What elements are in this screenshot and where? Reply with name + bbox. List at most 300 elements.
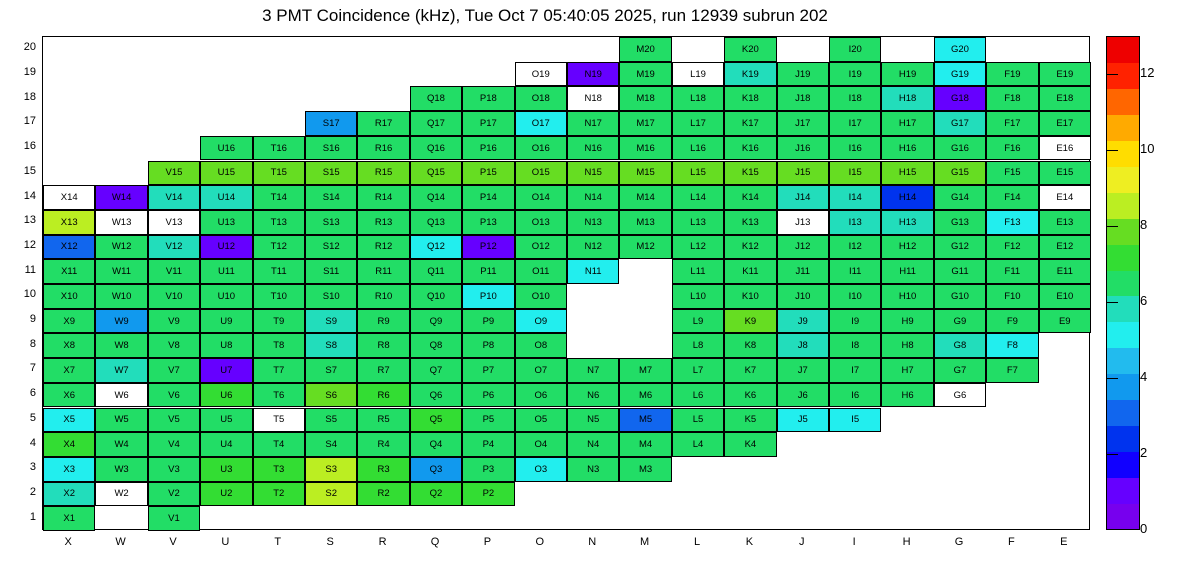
- heatmap-cell: U4: [200, 432, 252, 457]
- heatmap-cell: S3: [305, 457, 357, 482]
- heatmap-cell: E17: [1039, 111, 1091, 136]
- heatmap-cell: L9: [672, 309, 724, 334]
- heatmap-cell: J13: [777, 210, 829, 235]
- heatmap-cell: M4: [619, 432, 671, 457]
- heatmap-cell: K4: [724, 432, 776, 457]
- heatmap-cell: J11: [777, 259, 829, 284]
- heatmap-cell: W10: [95, 284, 147, 309]
- heatmap-cell: O15: [515, 161, 567, 186]
- x-axis-tick-label: O: [535, 536, 545, 548]
- heatmap-cell: J19: [777, 62, 829, 87]
- heatmap-cell: E14: [1039, 185, 1091, 210]
- heatmap-cell: X11: [43, 259, 95, 284]
- heatmap-cell: V11: [148, 259, 200, 284]
- heatmap-cell: L12: [672, 235, 724, 260]
- heatmap-cell: P9: [462, 309, 514, 334]
- heatmap-cell: G11: [934, 259, 986, 284]
- heatmap-cell: M13: [619, 210, 671, 235]
- heatmap-cell: S8: [305, 333, 357, 358]
- heatmap-cell: W3: [95, 457, 147, 482]
- heatmap-cell: F14: [986, 185, 1038, 210]
- heatmap-cell: H15: [881, 161, 933, 186]
- heatmap-cell: N5: [567, 408, 619, 433]
- heatmap-cell: N4: [567, 432, 619, 457]
- heatmap-cell: K10: [724, 284, 776, 309]
- heatmap-cell: S7: [305, 358, 357, 383]
- heatmap-cell: J16: [777, 136, 829, 161]
- heatmap-cell: T6: [253, 383, 305, 408]
- colorbar-segment: [1107, 192, 1139, 218]
- colorbar-segment: [1107, 296, 1139, 322]
- heatmap-cell: Q13: [410, 210, 462, 235]
- y-axis-tick-label: 11: [24, 263, 36, 276]
- heatmap-cell: H8: [881, 333, 933, 358]
- heatmap-cell: V6: [148, 383, 200, 408]
- heatmap-cell: N13: [567, 210, 619, 235]
- heatmap-cell: X6: [43, 383, 95, 408]
- heatmap-cell: U10: [200, 284, 252, 309]
- heatmap-cell: L13: [672, 210, 724, 235]
- heatmap-cell: M15: [619, 161, 671, 186]
- heatmap-cell: R8: [357, 333, 409, 358]
- colorbar-tick-label: 12: [1140, 65, 1155, 80]
- heatmap-cell: G13: [934, 210, 986, 235]
- heatmap-cell: P16: [462, 136, 514, 161]
- heatmap-cell: J17: [777, 111, 829, 136]
- heatmap-cell: R2: [357, 482, 409, 507]
- heatmap-cell: T12: [253, 235, 305, 260]
- heatmap-cell: H9: [881, 309, 933, 334]
- heatmap-cell: J12: [777, 235, 829, 260]
- heatmap-cell: M3: [619, 457, 671, 482]
- heatmap-cell: P6: [462, 383, 514, 408]
- y-axis-tick-label: 19: [23, 66, 36, 79]
- colorbar-segment: [1107, 141, 1139, 167]
- heatmap-cell: O9: [515, 309, 567, 334]
- heatmap-cell: N17: [567, 111, 619, 136]
- heatmap-cell: P4: [462, 432, 514, 457]
- colorbar-segment: [1107, 270, 1139, 296]
- heatmap-cell: I13: [829, 210, 881, 235]
- heatmap-cell: O19: [515, 62, 567, 87]
- colorbar-segment: [1107, 425, 1139, 451]
- heatmap-cell: E9: [1039, 309, 1091, 334]
- heatmap-cell: X13: [43, 210, 95, 235]
- heatmap-cell: I10: [829, 284, 881, 309]
- heatmap-cell: O6: [515, 383, 567, 408]
- heatmap-cell: J7: [777, 358, 829, 383]
- heatmap-cell: G14: [934, 185, 986, 210]
- heatmap-cell: X2: [43, 482, 95, 507]
- heatmap-cell: L8: [672, 333, 724, 358]
- heatmap-cell: K12: [724, 235, 776, 260]
- heatmap-cell: R15: [357, 161, 409, 186]
- heatmap-cell: Q8: [410, 333, 462, 358]
- heatmap-cell: Q5: [410, 408, 462, 433]
- x-axis-tick-label: V: [169, 536, 177, 548]
- heatmap-cell: V12: [148, 235, 200, 260]
- colorbar-segment: [1107, 166, 1139, 192]
- colorbar-segment: [1107, 322, 1139, 348]
- y-axis-tick-label: 10: [23, 288, 36, 301]
- y-axis-tick-label: 14: [23, 189, 36, 202]
- x-axis-tick-label: K: [745, 536, 754, 548]
- heatmap-cell: H7: [881, 358, 933, 383]
- heatmap-cell: E13: [1039, 210, 1091, 235]
- heatmap-cell: S9: [305, 309, 357, 334]
- heatmap-cell: G12: [934, 235, 986, 260]
- heatmap-cell: Q17: [410, 111, 462, 136]
- heatmap-cell: J14: [777, 185, 829, 210]
- x-axis-tick-label: E: [1060, 536, 1068, 548]
- heatmap-cell: Q15: [410, 161, 462, 186]
- heatmap-cell: I9: [829, 309, 881, 334]
- heatmap-cell: K7: [724, 358, 776, 383]
- x-axis-tick-label: X: [64, 536, 72, 548]
- colorbar-segment: [1107, 89, 1139, 115]
- heatmap-cell: W2: [95, 482, 147, 507]
- heatmap-cell: Q11: [410, 259, 462, 284]
- heatmap-cell: R3: [357, 457, 409, 482]
- heatmap-cell: P15: [462, 161, 514, 186]
- heatmap-cell: M18: [619, 86, 671, 111]
- colorbar-tick-label: 8: [1140, 217, 1148, 232]
- heatmap-cell: H17: [881, 111, 933, 136]
- heatmap-cell: T15: [253, 161, 305, 186]
- y-axis-tick-label: 20: [23, 41, 36, 54]
- heatmap-cell: W5: [95, 408, 147, 433]
- x-axis-tick-label: L: [693, 536, 701, 548]
- heatmap-cell: V8: [148, 333, 200, 358]
- heatmap-cell: I18: [829, 86, 881, 111]
- heatmap-cell: K11: [724, 259, 776, 284]
- heatmap-cell: Q12: [410, 235, 462, 260]
- heatmap-cell: R10: [357, 284, 409, 309]
- heatmap-cell: P12: [462, 235, 514, 260]
- heatmap-cell: X5: [43, 408, 95, 433]
- heatmap-cell: E10: [1039, 284, 1091, 309]
- heatmap-cell: H13: [881, 210, 933, 235]
- heatmap-cell: E11: [1039, 259, 1091, 284]
- heatmap-cell: T5: [253, 408, 305, 433]
- x-axis-tick-label: U: [221, 536, 230, 548]
- heatmap-cell: G8: [934, 333, 986, 358]
- heatmap-cell: J18: [777, 86, 829, 111]
- heatmap-cell: W6: [95, 383, 147, 408]
- heatmap-cell: Q10: [410, 284, 462, 309]
- heatmap-cell: E19: [1039, 62, 1091, 87]
- heatmap-cell: E18: [1039, 86, 1091, 111]
- heatmap-cell: O3: [515, 457, 567, 482]
- x-axis-tick-label: J: [799, 536, 805, 548]
- heatmap-cell: X4: [43, 432, 95, 457]
- heatmap-cell: T16: [253, 136, 305, 161]
- heatmap-cell: S12: [305, 235, 357, 260]
- heatmap-cell: K5: [724, 408, 776, 433]
- heatmap-cell: H16: [881, 136, 933, 161]
- colorbar-segment: [1107, 348, 1139, 374]
- heatmap-cell: H14: [881, 185, 933, 210]
- heatmap-cell: J9: [777, 309, 829, 334]
- heatmap-cell: J15: [777, 161, 829, 186]
- heatmap-cell: L10: [672, 284, 724, 309]
- heatmap-plot: [42, 36, 1090, 530]
- heatmap-cell: F7: [986, 358, 1038, 383]
- heatmap-cell: L6: [672, 383, 724, 408]
- heatmap-cell: S13: [305, 210, 357, 235]
- colorbar-segment: [1107, 503, 1139, 529]
- heatmap-cell: I16: [829, 136, 881, 161]
- heatmap-cell: F19: [986, 62, 1038, 87]
- y-axis-tick-label: 13: [23, 214, 36, 227]
- heatmap-cell: S5: [305, 408, 357, 433]
- heatmap-cell: X7: [43, 358, 95, 383]
- heatmap-cell: N12: [567, 235, 619, 260]
- heatmap-cell: I20: [829, 37, 881, 62]
- heatmap-cell: S10: [305, 284, 357, 309]
- colorbar-segment: [1107, 477, 1139, 503]
- heatmap-cell: G20: [934, 37, 986, 62]
- heatmap-cell: R9: [357, 309, 409, 334]
- heatmap-cell: J8: [777, 333, 829, 358]
- heatmap-cell: F18: [986, 86, 1038, 111]
- x-axis-tick-label: Q: [430, 536, 440, 548]
- heatmap-cell: H10: [881, 284, 933, 309]
- heatmap-cell: I15: [829, 161, 881, 186]
- y-axis-tick-label: 16: [23, 140, 36, 153]
- heatmap-cell: O14: [515, 185, 567, 210]
- heatmap-cell: O5: [515, 408, 567, 433]
- y-axis-tick-label: 8: [29, 337, 36, 350]
- heatmap-cell: R14: [357, 185, 409, 210]
- heatmap-cell: F8: [986, 333, 1038, 358]
- heatmap-cell: V4: [148, 432, 200, 457]
- heatmap-cell: M16: [619, 136, 671, 161]
- heatmap-cell: K19: [724, 62, 776, 87]
- heatmap-cell: T8: [253, 333, 305, 358]
- heatmap-cell: R6: [357, 383, 409, 408]
- x-axis-tick-label: N: [588, 536, 597, 548]
- y-axis-tick-label: 5: [29, 411, 36, 424]
- heatmap-cell: K16: [724, 136, 776, 161]
- heatmap-cell: M6: [619, 383, 671, 408]
- heatmap-cell: R11: [357, 259, 409, 284]
- heatmap-cell: P2: [462, 482, 514, 507]
- heatmap-cell: K18: [724, 86, 776, 111]
- y-axis-tick-label: 12: [23, 238, 36, 251]
- heatmap-cell: M12: [619, 235, 671, 260]
- heatmap-cell: P3: [462, 457, 514, 482]
- heatmap-cell: F12: [986, 235, 1038, 260]
- heatmap-cell: V9: [148, 309, 200, 334]
- heatmap-cell: Q6: [410, 383, 462, 408]
- colorbar-tick-label: 10: [1140, 141, 1155, 156]
- heatmap-cell: O17: [515, 111, 567, 136]
- colorbar-tick-mark: [1106, 302, 1118, 303]
- heatmap-cell: U8: [200, 333, 252, 358]
- x-axis-tick-label: P: [483, 536, 492, 548]
- heatmap-cell: N15: [567, 161, 619, 186]
- heatmap-cell: L7: [672, 358, 724, 383]
- heatmap-cell: I11: [829, 259, 881, 284]
- x-axis-tick-label: H: [902, 536, 911, 548]
- heatmap-cell: W4: [95, 432, 147, 457]
- heatmap-cell: O7: [515, 358, 567, 383]
- heatmap-cell: L15: [672, 161, 724, 186]
- heatmap-cell: M5: [619, 408, 671, 433]
- heatmap-cell: L14: [672, 185, 724, 210]
- heatmap-cell: O8: [515, 333, 567, 358]
- colorbar-segment: [1107, 451, 1139, 477]
- colorbar-segment: [1107, 400, 1139, 426]
- heatmap-cell: U15: [200, 161, 252, 186]
- heatmap-cell: T2: [253, 482, 305, 507]
- x-axis-tick-label: M: [640, 536, 650, 548]
- heatmap-cell: M7: [619, 358, 671, 383]
- y-axis-tick-label: 17: [23, 115, 36, 128]
- colorbar-tick-label: 0: [1140, 521, 1148, 536]
- heatmap-cell: M20: [619, 37, 671, 62]
- heatmap-cell: V13: [148, 210, 200, 235]
- heatmap-cell: T3: [253, 457, 305, 482]
- heatmap-cell: T9: [253, 309, 305, 334]
- heatmap-cell: S11: [305, 259, 357, 284]
- heatmap-cell: Q7: [410, 358, 462, 383]
- heatmap-cell: X9: [43, 309, 95, 334]
- heatmap-cell: U7: [200, 358, 252, 383]
- heatmap-cell: F11: [986, 259, 1038, 284]
- heatmap-cell: W11: [95, 259, 147, 284]
- x-axis-tick-label: W: [115, 536, 126, 548]
- y-axis-tick-label: 4: [29, 436, 36, 449]
- heatmap-cell: W9: [95, 309, 147, 334]
- heatmap-cell: K13: [724, 210, 776, 235]
- heatmap-cell: V7: [148, 358, 200, 383]
- heatmap-cell: F9: [986, 309, 1038, 334]
- heatmap-cell: R17: [357, 111, 409, 136]
- heatmap-cell: P7: [462, 358, 514, 383]
- heatmap-cell: U2: [200, 482, 252, 507]
- heatmap-cell: K8: [724, 333, 776, 358]
- y-axis-tick-label: 2: [29, 485, 36, 498]
- heatmap-cell: T14: [253, 185, 305, 210]
- heatmap-cell: S14: [305, 185, 357, 210]
- x-axis-tick-label: I: [852, 536, 856, 548]
- colorbar: [1106, 36, 1140, 530]
- heatmap-cell: L11: [672, 259, 724, 284]
- heatmap-cell: K9: [724, 309, 776, 334]
- heatmap-cell: F10: [986, 284, 1038, 309]
- heatmap-cell: L5: [672, 408, 724, 433]
- x-axis-tick-label: S: [326, 536, 334, 548]
- heatmap-cell: K14: [724, 185, 776, 210]
- heatmap-cell: R5: [357, 408, 409, 433]
- heatmap-cell: U9: [200, 309, 252, 334]
- heatmap-cell: R12: [357, 235, 409, 260]
- heatmap-cell: U16: [200, 136, 252, 161]
- heatmap-cell: H12: [881, 235, 933, 260]
- heatmap-cell: G19: [934, 62, 986, 87]
- heatmap-cell: U14: [200, 185, 252, 210]
- colorbar-tick-mark: [1106, 454, 1118, 455]
- y-axis-tick-label: 1: [29, 510, 36, 523]
- heatmap-cell: Q16: [410, 136, 462, 161]
- colorbar-tick-mark: [1106, 226, 1118, 227]
- heatmap-cell: V5: [148, 408, 200, 433]
- x-axis-tick-label: G: [954, 536, 964, 548]
- heatmap-cell: U3: [200, 457, 252, 482]
- heatmap-cell: P18: [462, 86, 514, 111]
- heatmap-cell: G16: [934, 136, 986, 161]
- heatmap-cell: M19: [619, 62, 671, 87]
- y-axis-tick-label: 7: [29, 362, 36, 375]
- heatmap-cell: T11: [253, 259, 305, 284]
- heatmap-cell: V2: [148, 482, 200, 507]
- heatmap-cell: N16: [567, 136, 619, 161]
- heatmap-cell: U13: [200, 210, 252, 235]
- heatmap-cell: X1: [43, 506, 95, 531]
- heatmap-cell: H18: [881, 86, 933, 111]
- heatmap-cell: O13: [515, 210, 567, 235]
- heatmap-cell: I6: [829, 383, 881, 408]
- heatmap-cell: W12: [95, 235, 147, 260]
- heatmap-cell: Q14: [410, 185, 462, 210]
- heatmap-cell: G10: [934, 284, 986, 309]
- heatmap-cell: U12: [200, 235, 252, 260]
- heatmap-cell: R4: [357, 432, 409, 457]
- heatmap-cell: P10: [462, 284, 514, 309]
- colorbar-segment: [1107, 37, 1139, 63]
- heatmap-cell: L18: [672, 86, 724, 111]
- heatmap-cell: I8: [829, 333, 881, 358]
- heatmap-cell: F16: [986, 136, 1038, 161]
- heatmap-cell: R16: [357, 136, 409, 161]
- x-axis-tick-label: T: [274, 536, 282, 548]
- heatmap-cell: R7: [357, 358, 409, 383]
- heatmap-cell: L4: [672, 432, 724, 457]
- heatmap-cell: P13: [462, 210, 514, 235]
- heatmap-cell: Q18: [410, 86, 462, 111]
- colorbar-tick-label: 4: [1140, 369, 1148, 384]
- page-title: 3 PMT Coincidence (kHz), Tue Oct 7 05:40:05 2025, run 12939 subrun 202: [262, 6, 828, 25]
- heatmap-cell: L19: [672, 62, 724, 87]
- colorbar-tick-mark: [1106, 378, 1118, 379]
- heatmap-cell: S17: [305, 111, 357, 136]
- colorbar-segment: [1107, 244, 1139, 270]
- heatmap-cell: I7: [829, 358, 881, 383]
- y-axis-tick-label: 3: [29, 461, 36, 474]
- heatmap-cell: T13: [253, 210, 305, 235]
- heatmap-cell: G17: [934, 111, 986, 136]
- y-axis-tick-label: 18: [23, 90, 36, 103]
- heatmap-cell: S6: [305, 383, 357, 408]
- heatmap-cell: X3: [43, 457, 95, 482]
- heatmap-cell: K20: [724, 37, 776, 62]
- heatmap-cell: U5: [200, 408, 252, 433]
- colorbar-tick-label: 6: [1140, 293, 1148, 308]
- heatmap-cell: X10: [43, 284, 95, 309]
- heatmap-cell: N18: [567, 86, 619, 111]
- heatmap-cell: N19: [567, 62, 619, 87]
- heatmap-cell: U6: [200, 383, 252, 408]
- heatmap-cell: N11: [567, 259, 619, 284]
- x-axis-tick-label: F: [1008, 536, 1015, 548]
- heatmap-cell: N7: [567, 358, 619, 383]
- heatmap-cell: F13: [986, 210, 1038, 235]
- heatmap-cell: K6: [724, 383, 776, 408]
- heatmap-cell: J5: [777, 408, 829, 433]
- heatmap-cell: O12: [515, 235, 567, 260]
